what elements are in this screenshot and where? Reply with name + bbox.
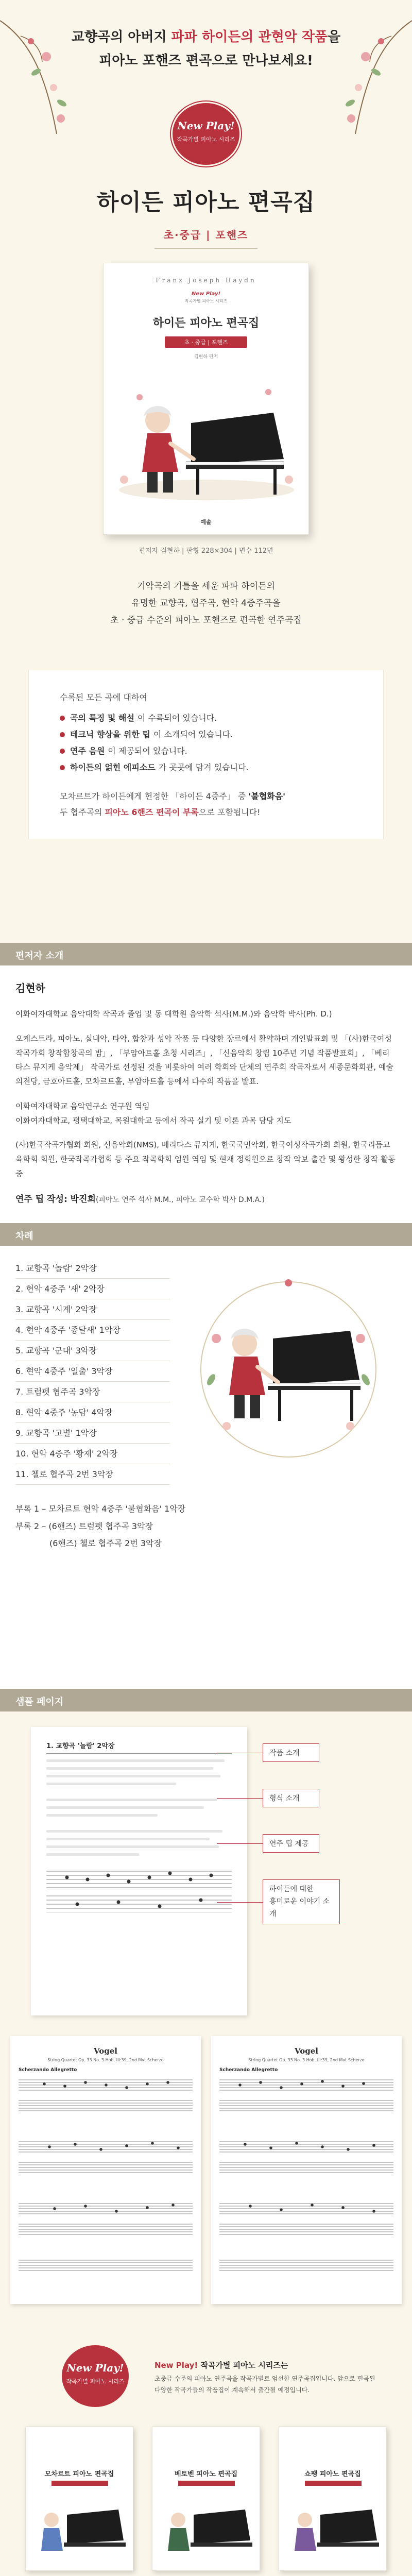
contents-section xyxy=(0,1223,412,1689)
spacer xyxy=(0,866,412,943)
section-header-sample: 샘플 페이지 xyxy=(0,1689,412,1711)
score-tempo: Scherzando Allegretto xyxy=(219,2067,278,2073)
series-description: 초중급 수준의 피아노 연주곡을 작곡가별로 엄선한 연주곡집입니다. 앞으로 편곡된 다양한 작곡가들의 작품집이 계속해서 출간될 예정입니다. xyxy=(154,2375,375,2394)
sample-body xyxy=(0,1711,412,2325)
feature-item: 연주 음원 이 제공되어 있습니다. xyxy=(60,743,352,759)
score-title: Vogel xyxy=(295,2046,318,2056)
score-title: Vogel xyxy=(94,2046,117,2056)
score-subtitle: String Quartet Op. 33 No. 3 Hob. III:39, 2nd Mvt Scherzo xyxy=(248,2057,365,2062)
contents-item: 11. 첼로 협주곡 2번 3악장 xyxy=(15,1464,170,1485)
contents-item: 7. 트럼펫 협주곡 3악장 xyxy=(15,1382,170,1402)
score-staves xyxy=(219,2073,393,2289)
author-positions: 이화여자대학교 음악연구소 연구원 역임 이화여자대학교, 평택대학교, 목원대학교 등에서 작곡 실기 및 이론 과목 담당 지도 xyxy=(15,1101,291,1125)
text-line-placeholder xyxy=(46,1806,204,1809)
series-badge-caption: 작곡가별 피아노 시리즈 xyxy=(66,2378,125,2385)
series-badge-caption: 작곡가별 피아노 시리즈 xyxy=(177,136,235,143)
appendix-note: 모차르트가 하이든에게 헌정한 「하이든 4중주」 중 '불협화음' 두 협주곡의 피아노 6핸즈 편곡이 부록으로 포함됩니다! xyxy=(60,791,285,818)
composer-piano-illustration xyxy=(152,2494,261,2566)
series-book-chopin[interactable] xyxy=(279,2427,387,2576)
features-lead: 수록된 모든 곡에 대하여 xyxy=(60,692,147,702)
series-book-cover-band xyxy=(178,2481,235,2486)
series-book-cover-title: 모차르트 피아노 편곡집 xyxy=(44,2470,114,2479)
book-cover-brand-caption: 작곡가별 피아노 시리즈 xyxy=(184,299,228,303)
appendix-item: 부록 1 – 모차르트 현악 4중주 '불협화음' 1악장 xyxy=(15,1503,186,1514)
series-badge xyxy=(62,2345,129,2407)
section-header-author: 편저자 소개 xyxy=(0,943,412,965)
summary-wrapper xyxy=(0,692,412,866)
headline-line-1: 교향곡의 아버지 파파 하이든의 관현악 작품을 xyxy=(71,29,341,45)
series-book-cover xyxy=(279,2427,387,2571)
series-title: New Play! 작곡가별 피아노 시리즈는 xyxy=(154,2360,288,2370)
series-badge xyxy=(173,103,239,165)
feature-item: 테크닉 향상을 위한 팁 이 소개되어 있습니다. xyxy=(60,726,352,743)
contents-item: 4. 현악 4중주 '종달새' 1악장 xyxy=(15,1320,170,1341)
series-book-beethoven[interactable] xyxy=(152,2427,260,2576)
author-name: 김현하 xyxy=(15,982,45,994)
score-tempo: Scherzando Allegretto xyxy=(19,2067,77,2073)
book-description-line: 초 · 중급 수준의 피아노 포핸즈로 편곡한 연주곡집 xyxy=(110,615,302,626)
text-line-placeholder xyxy=(46,1759,225,1762)
author-section xyxy=(0,943,412,1223)
bullet-icon xyxy=(60,732,65,737)
section-header-contents: 차례 xyxy=(0,1223,412,1246)
series-book-mozart[interactable] xyxy=(25,2427,133,2576)
sample-callouts xyxy=(263,1743,381,1951)
sample-page-explanation xyxy=(31,1727,247,2015)
series-badge-brand: New Play! xyxy=(66,2361,124,2374)
feature-item: 하이든의 얽힌 에피소드 가 곳곳에 담겨 있습니다. xyxy=(60,759,352,776)
contents-item: 3. 교향곡 '시계' 2악장 xyxy=(15,1299,170,1320)
book-description xyxy=(0,578,412,629)
haydn-piano-wreath-illustration xyxy=(196,1261,381,1467)
text-line-placeholder xyxy=(46,1845,219,1848)
callout-tips: 연주 팁 제공 xyxy=(263,1834,319,1853)
composer-piano-illustration xyxy=(26,2494,134,2566)
score-sample-pages xyxy=(0,2015,412,2304)
contents-item: 5. 교향곡 '군대' 3악장 xyxy=(15,1341,170,1361)
features-list xyxy=(60,710,352,776)
score-subtitle: String Quartet Op. 33 No. 3 Hob. III:39, 2nd Mvt Scherzo xyxy=(47,2057,164,2062)
score-staves xyxy=(19,2073,193,2289)
text-line-placeholder xyxy=(46,1767,213,1770)
book-cover-title: 하이든 피아노 편곡집 xyxy=(152,317,260,330)
page-title: 하이든 피아노 편곡집 xyxy=(96,189,316,215)
book-cover-brand: New Play! xyxy=(191,291,221,297)
features-panel xyxy=(28,670,384,839)
author-career: 오케스트라, 피아노, 실내악, 타악, 합창과 성악 작품 등 다양한 장르에서 활약하며 개인발표회 및 「(사)한국여성작곡가회 창작합창곡의 밤」, 「부암아트홀 초청 시리즈」, 「신음악회 창립 10주년 기념 작품발표회」, 「베리타스 뮤지케 음악제」 작곡가로 선정된 것을 비롯하여 여러 학회와 단체의 연주회 작곡자로서 세종문화회관, 예술의전당, 금호아트홀, 모차르트홀, 부암아트홀 등에서 다수의 작품을 발표. xyxy=(15,1033,393,1086)
author-memberships: (사)한국작곡가협회 회원, 신음악회(NMS), 베리타스 뮤지케, 한국국민악회, 한국여성작곡가회 회원, 한국리듬교육학회 회원, 한국작곡가협회 등 주요 작곡학회 임원 역임 및 현재 정회원으로 창작 악보 출간 및 왕성한 창작 활동 중 xyxy=(15,1140,396,1178)
callout-work-intro: 작품 소개 xyxy=(263,1743,319,1762)
sample-section xyxy=(0,1689,412,2325)
book-cover-header: Franz Joseph Haydn xyxy=(156,277,256,284)
score-page-left xyxy=(10,2036,201,2304)
book-cover-author: 김현하 편저 xyxy=(194,354,218,360)
series-text xyxy=(154,2335,381,2396)
book-cover-image xyxy=(103,263,309,535)
feature-item: 곡의 특징 및 해설 이 수록되어 있습니다. xyxy=(60,710,352,726)
callout-form-intro: 형식 소개 xyxy=(263,1789,319,1807)
contents-item: 2. 현악 4중주 '새' 2악장 xyxy=(15,1279,170,1299)
contents-item: 9. 교향곡 '고별' 1악장 xyxy=(15,1423,170,1444)
text-line-placeholder xyxy=(46,1799,217,1801)
text-line-placeholder xyxy=(46,1830,222,1833)
text-line-placeholder xyxy=(46,1775,220,1777)
sample-page-title: 1. 교향곡 '놀람' 2악장 xyxy=(46,1740,232,1754)
bullet-icon xyxy=(60,716,65,721)
series-book-cover xyxy=(152,2427,260,2571)
appendix-list xyxy=(15,1500,397,1552)
headline-line-2: 피아노 포핸즈 편곡으로 만나보세요! xyxy=(99,53,313,69)
text-line-placeholder xyxy=(46,1783,176,1785)
series-promo xyxy=(0,2325,412,2576)
series-book-cover-title: 베토벤 피아노 편곡집 xyxy=(174,2470,238,2479)
contents-item: 8. 현악 4중주 '농담' 4악장 xyxy=(15,1402,170,1423)
series-book-cover-band xyxy=(52,2481,108,2486)
author-body xyxy=(0,965,412,1223)
floral-branch-left-decoration xyxy=(0,0,103,185)
callout-haydn-story: 하이든에 대한 흥미로운 이야기 소개 xyxy=(263,1879,340,1924)
music-staff-excerpt xyxy=(46,1866,232,1912)
title-divider xyxy=(154,248,258,249)
page-subtitle: 초·중급 | 포핸즈 xyxy=(163,229,249,241)
score-page-right xyxy=(211,2036,402,2304)
book-cover-subtitle: 초 · 중급 | 포핸즈 xyxy=(165,336,247,348)
book-cover-publisher: 예솔 xyxy=(200,519,212,526)
tip-writer: 연주 팁 작성: 박진희(피아노 연주 석사 M.M., 피아노 교수학 박사 D.M.A.) xyxy=(15,1194,265,1205)
series-badge-brand: New Play! xyxy=(177,120,235,132)
contents-body xyxy=(0,1246,412,1689)
piano-haydn-illustration xyxy=(104,361,310,516)
composer-piano-illustration xyxy=(279,2494,387,2566)
series-book-cover-band xyxy=(305,2481,362,2486)
series-book-cover-title: 쇼팽 피아노 편곡집 xyxy=(304,2470,361,2479)
text-line-placeholder xyxy=(46,1814,158,1817)
appendix-item: 부록 2 – (6핸즈) 트럼펫 협주곡 3악장 xyxy=(15,1521,153,1531)
contents-item: 10. 현악 4중주 '황제' 2악장 xyxy=(15,1444,170,1464)
floral-branch-right-decoration xyxy=(309,0,412,185)
series-book-cover xyxy=(25,2427,133,2571)
book-description-line: 기악곡의 기틀을 세운 파파 하이든의 xyxy=(137,581,275,591)
text-line-placeholder xyxy=(46,1853,139,1856)
bullet-icon xyxy=(60,765,65,770)
bullet-icon xyxy=(60,749,65,754)
hero xyxy=(0,0,412,762)
author-education: 이화여자대학교 음악대학 작곡과 졸업 및 동 대학원 음악학 석사(M.M.)와 음악학 박사(Ph. D.) xyxy=(15,1009,332,1019)
contents-item: 1. 교향곡 '놀람' 2악장 xyxy=(15,1258,170,1279)
text-line-placeholder xyxy=(46,1838,210,1840)
book-spec: 편저자 김현하 | 판형 228×304 | 면수 112면 xyxy=(139,547,273,555)
appendix-item: (6핸즈) 첼로 협주곡 2번 3악장 xyxy=(49,1538,162,1549)
book-description-line: 유명한 교향곡, 협주곡, 현악 4중주곡을 xyxy=(131,598,281,609)
series-books xyxy=(0,2427,412,2576)
contents-item: 6. 현악 4중주 '일출' 3악장 xyxy=(15,1361,170,1382)
